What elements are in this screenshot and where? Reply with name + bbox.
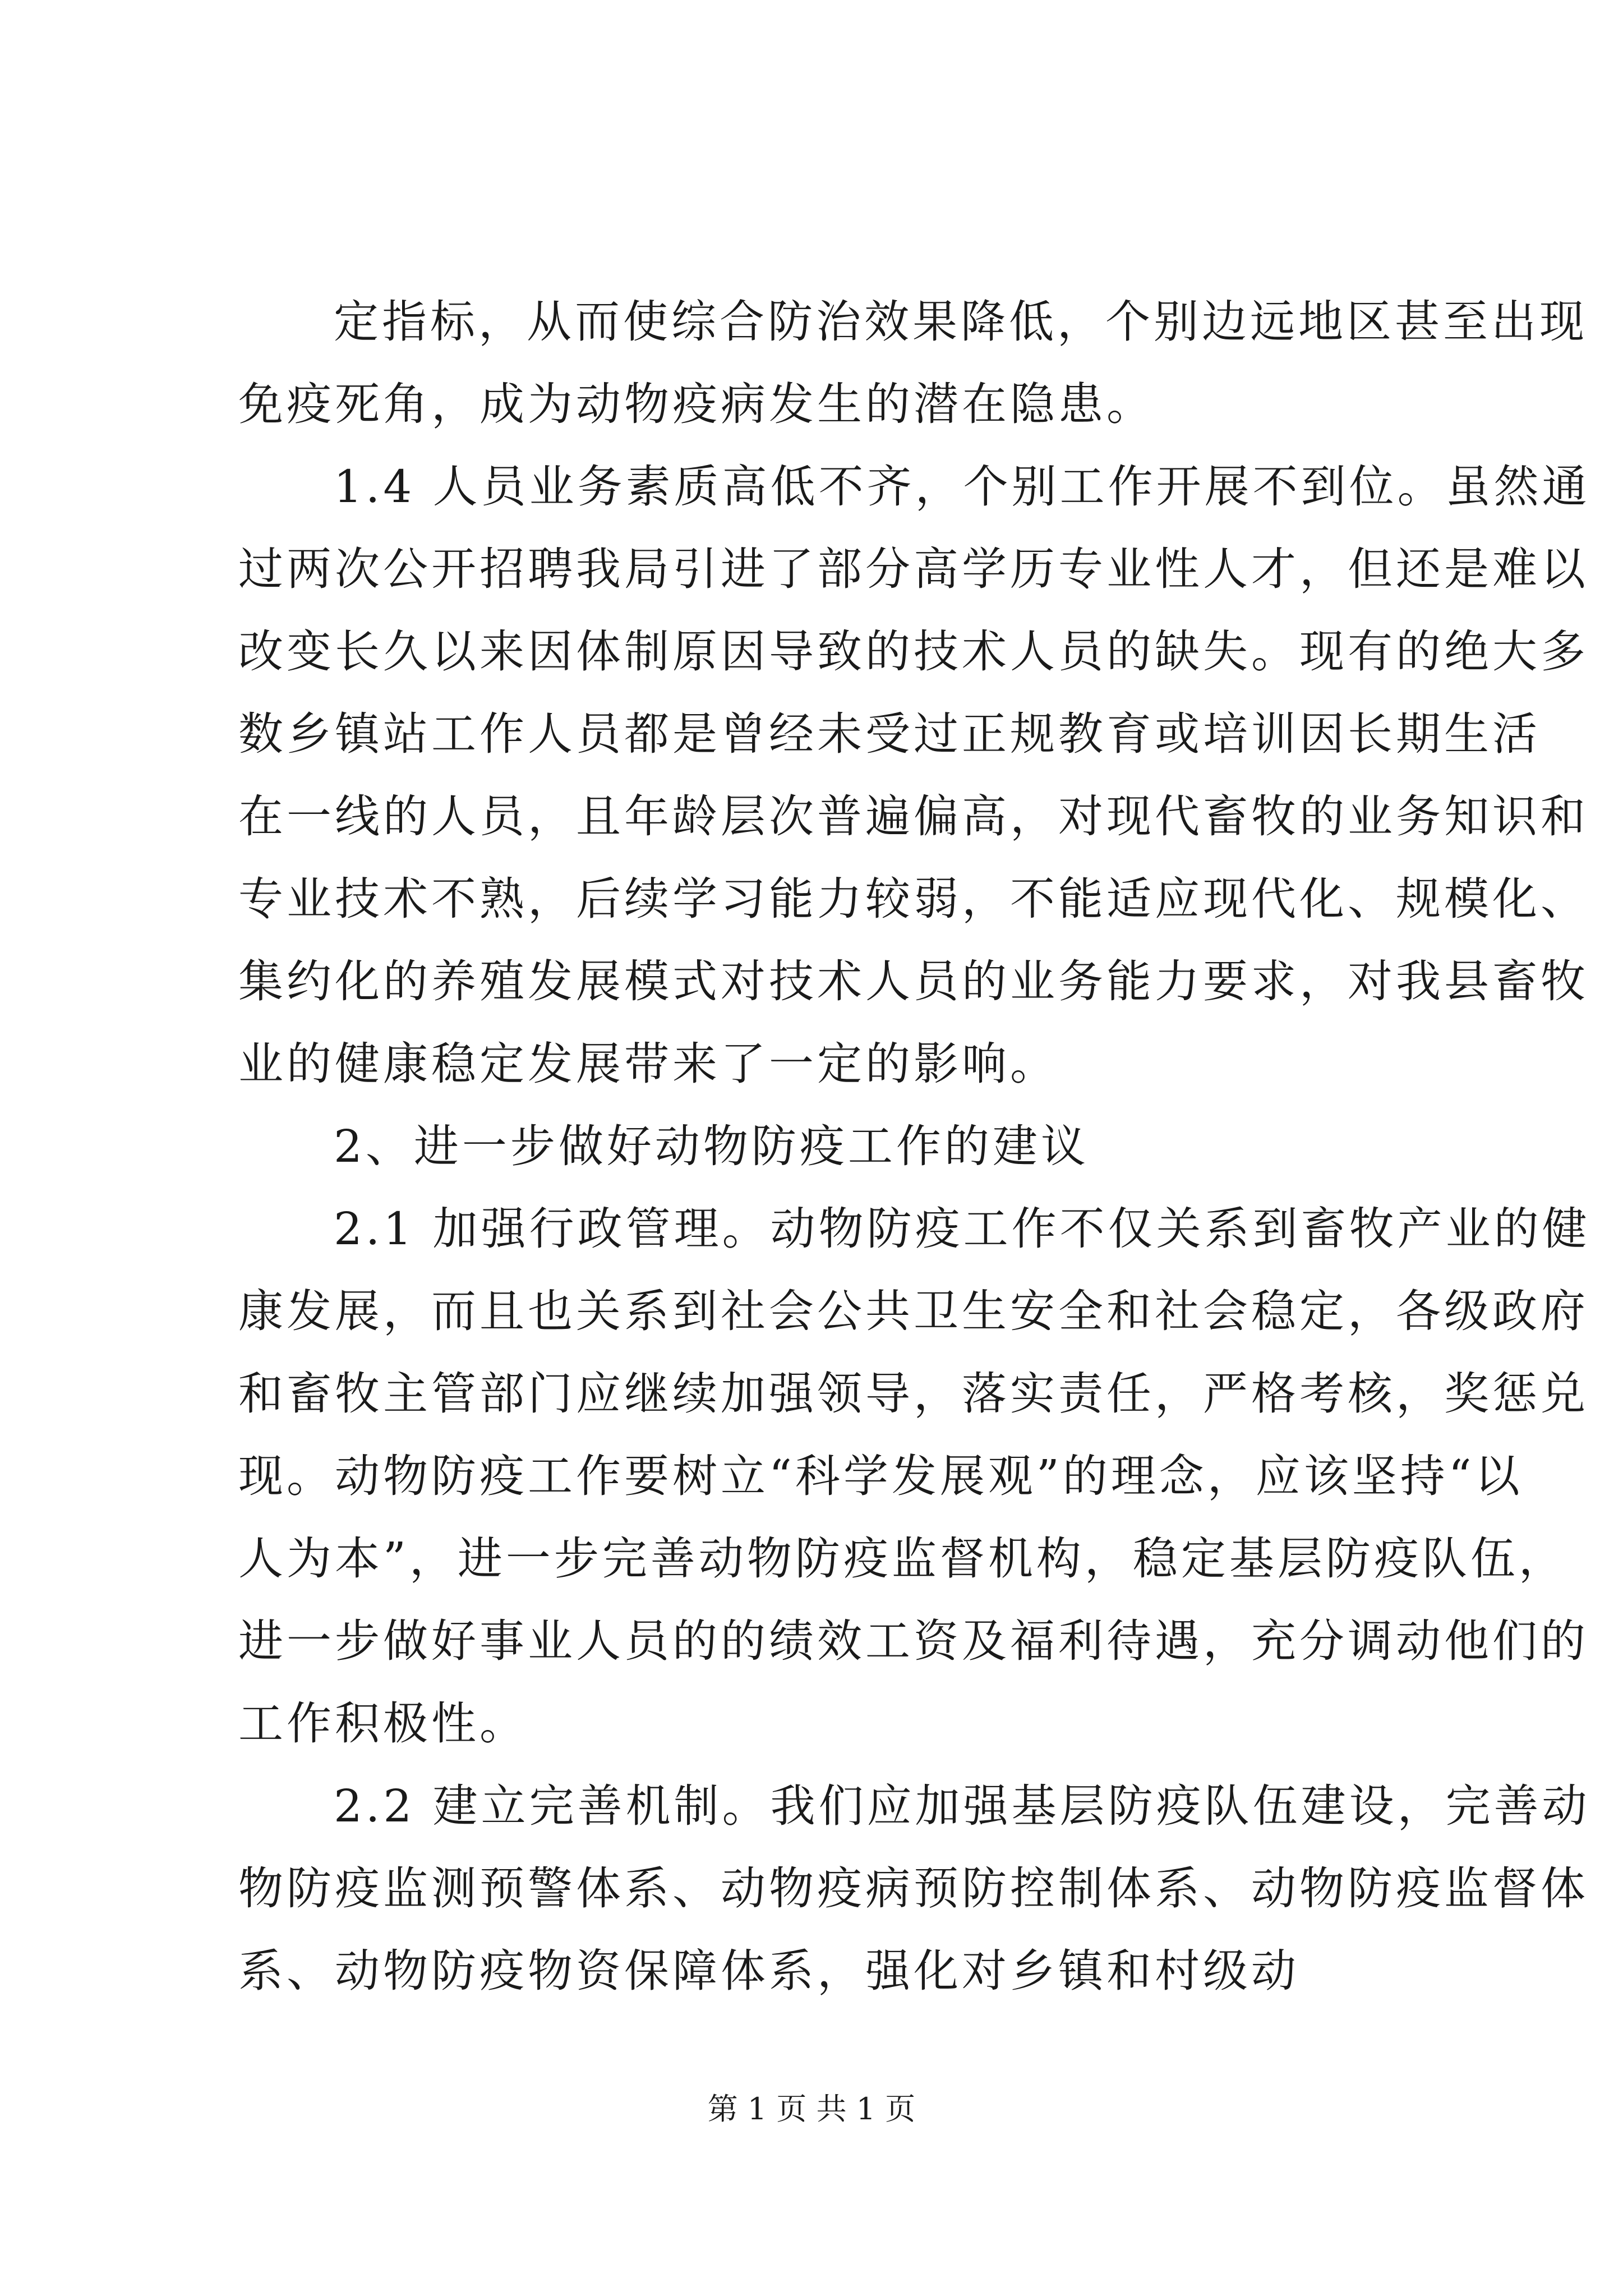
text-line: 系、动物防疫物资保障体系，强化对乡镇和村级动 xyxy=(238,1945,1299,1997)
text-line: 集约化的养殖发展模式对技术人员的业务能力要求，对我县畜牧 xyxy=(238,955,1589,1007)
text-line: 和畜牧主管部门应继续加强领导，落实责任，严格考核，奖惩兑 xyxy=(238,1368,1589,1420)
text-line: 工作积极性。 xyxy=(238,1697,528,1750)
text-line: 过两次公开招聘我局引进了部分高学历专业性人才，但还是难以 xyxy=(238,543,1589,595)
text-line: 免疫死角，成为动物疫病发生的潜在隐患。 xyxy=(238,378,1155,430)
page-number-footer: 第 1 页 共 1 页 xyxy=(707,2091,916,2127)
section-heading-2-2: 2.2 建立完善机制。我们应加强基层防疫队伍建设，完善动 xyxy=(334,1780,1590,1832)
text-line: 现。动物防疫工作要树立“科学发展观”的理念，应该坚持“以 xyxy=(238,1450,1523,1502)
section-heading-1-4: 1.4 人员业务素质高低不齐，个别工作开展不到位。虽然通 xyxy=(334,461,1590,513)
document-body xyxy=(238,280,1590,2012)
text-line: 专业技术不熟，后续学习能力较弱，不能适应现代化、规模化、 xyxy=(238,873,1589,925)
section-heading-2: 2、进一步做好动物防疫工作的建议 xyxy=(334,1120,1089,1172)
text-line: 康发展，而且也关系到社会公共卫生安全和社会稳定，各级政府 xyxy=(238,1285,1589,1337)
section-heading-2-1: 2.1 加强行政管理。动物防疫工作不仅关系到畜牧产业的健 xyxy=(334,1203,1590,1255)
text-line: 改变长久以来因体制原因导致的技术人员的缺失。现有的绝大多 xyxy=(238,625,1589,678)
text-line: 数乡镇站工作人员都是曾经未受过正规教育或培训因长期生活 xyxy=(238,708,1541,760)
text-line: 在一线的人员，且年龄层次普遍偏高，对现代畜牧的业务知识和 xyxy=(238,790,1589,843)
text-line: 进一步做好事业人员的的绩效工资及福利待遇，充分调动他们的 xyxy=(238,1615,1589,1667)
text-line: 业的健康稳定发展带来了一定的影响。 xyxy=(238,1038,1058,1090)
text-line: 人为本”，进一步完善动物防疫监督机构，稳定基层防疫队伍， xyxy=(238,1533,1567,1585)
text-line: 定指标，从而使综合防治效果降低，个别边远地区甚至出现 xyxy=(334,296,1588,348)
text-line: 物防疫监测预警体系、动物疫病预防控制体系、动物防疫监督体 xyxy=(238,1862,1589,1915)
